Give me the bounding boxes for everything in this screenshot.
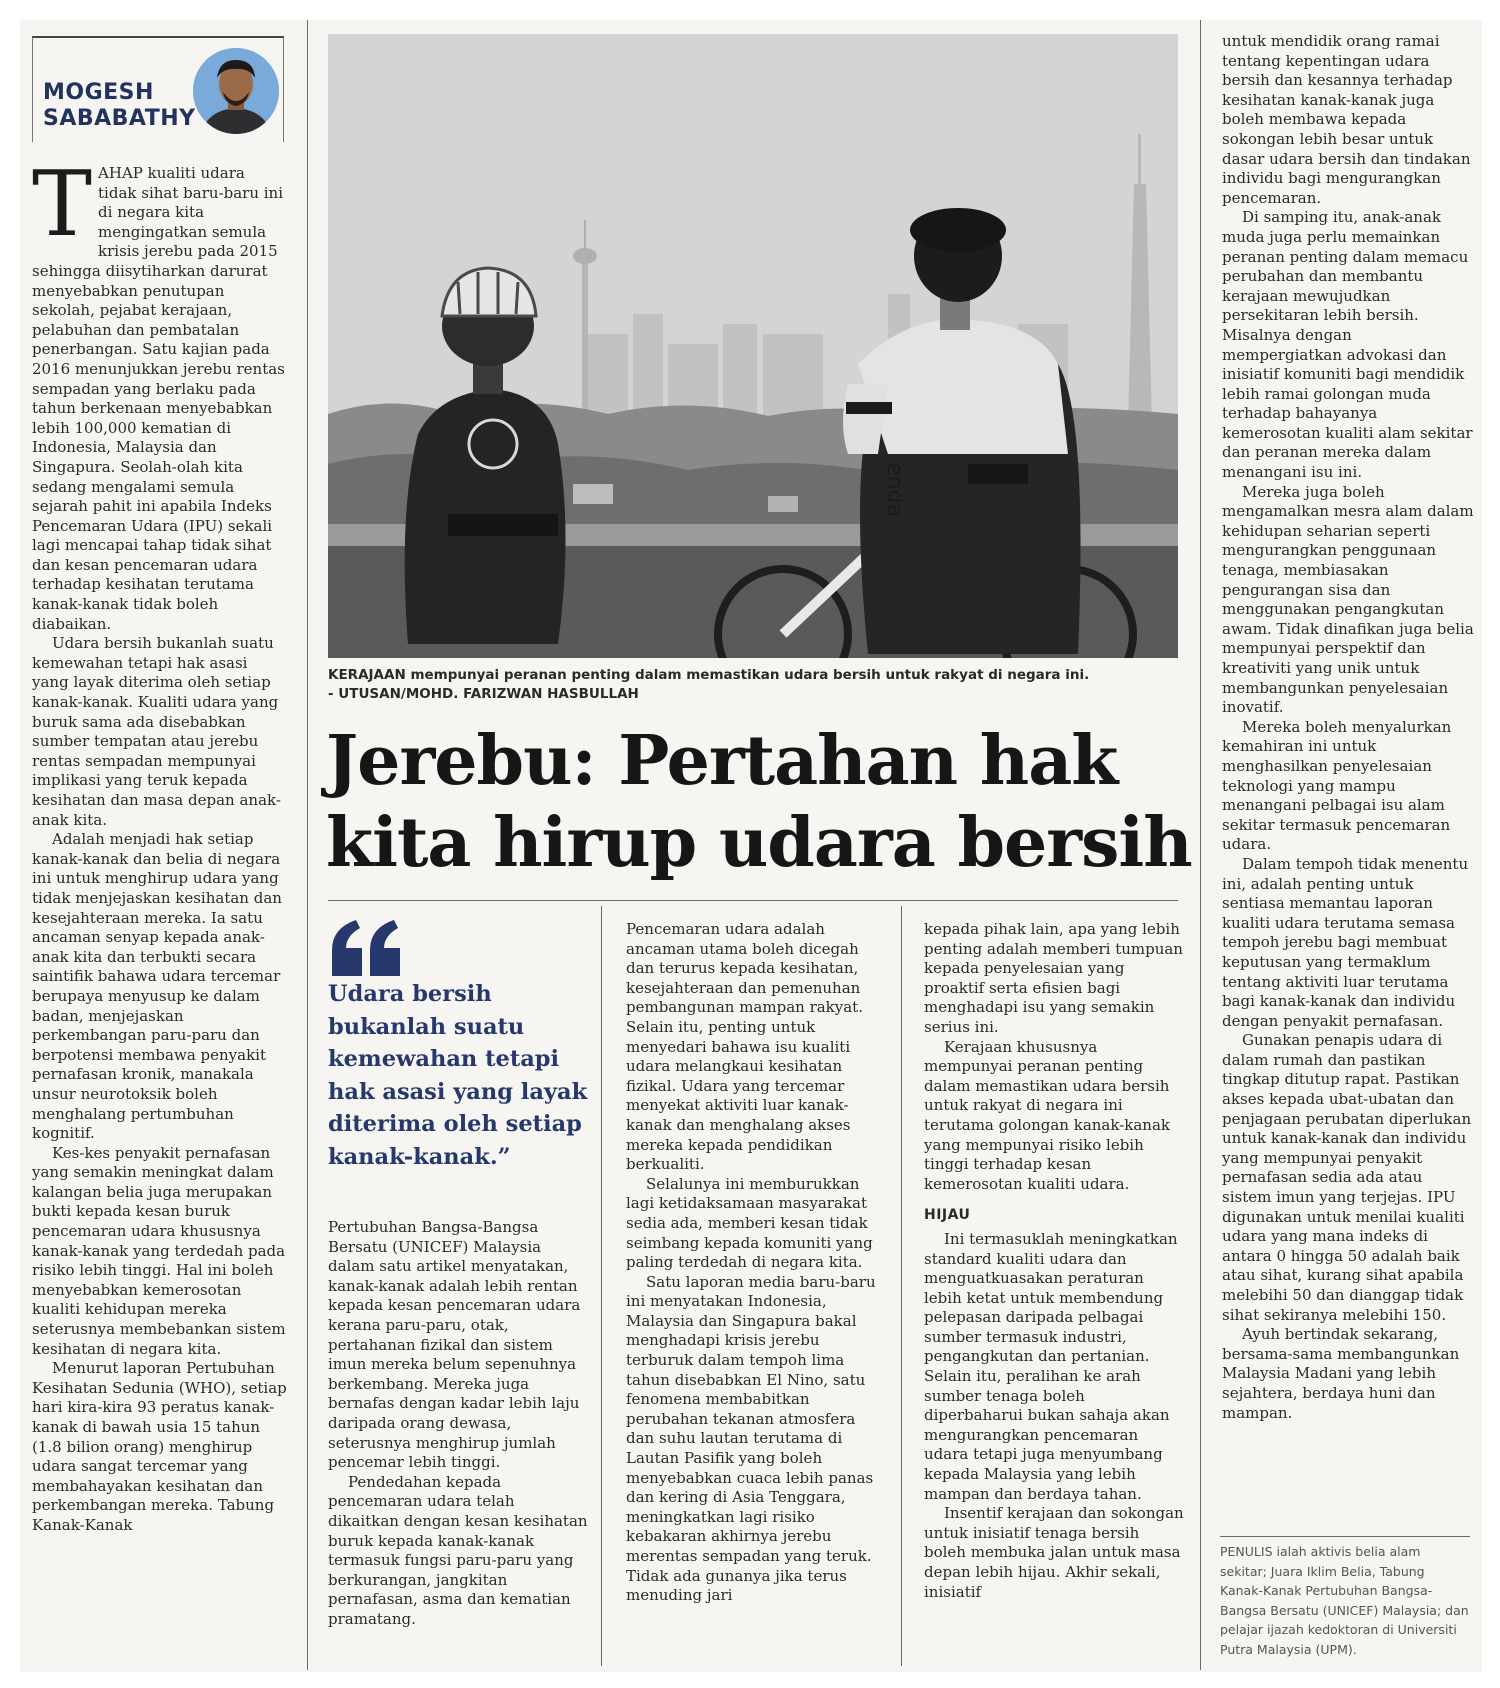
headline-rule [328, 900, 1178, 901]
paragraph: Pendedahan kepada pencemaran udara telah dikaitkan dengan kesan kesihatan buruk kepada kanak-kanak termasuk fungsi paru-paru yang berkurangan, jangkitan pernafasan, asma dan kematian pramatang. [328, 1472, 588, 1628]
author-box [32, 36, 284, 142]
article-column-2 [328, 1218, 588, 1668]
paragraph: Insentif kerajaan dan sokongan untuk inisiatif tenaga bersih boleh membuka jalan untuk masa depan lebih hijau. Akhir sekali, inisiatif [924, 1504, 1184, 1601]
paragraph: kepada pihak lain, apa yang lebih penting adalah memberi tumpuan kepada penyelesaian yang proaktif serta efisien bagi menghadapi isu yang semakin serius ini. [924, 920, 1183, 1036]
bio-rule [1220, 1536, 1470, 1537]
quote-mark-icon [328, 918, 406, 978]
paragraph: Pertubuhan Bangsa-Bangsa Bersatu (UNICEF) Malaysia dalam satu artikel menyatakan, kanak-kanak adalah lebih rentan kepada kesan pencemaran udara kerana paru-paru, otak, pertahanan fizikal dan sistem imun mereka belum sepenuhnya berkembang. Mereka juga bernafas dengan kadar lebih laju daripada orang dewasa, seterusnya menghirup jumlah pencemar lebih tinggi. [328, 1218, 581, 1472]
column-rule-2 [1200, 20, 1201, 1670]
jersey-text: enda [882, 462, 907, 517]
article-column-4 [924, 920, 1186, 1668]
paragraph: Mereka boleh menyalurkan kemahiran ini untuk menghasilkan penyelesaian teknologi yang mampu menangani pelbagai isu alam sekitar termasuk pencemaran udara. [1222, 717, 1452, 854]
paragraph: Adalah menjadi hak setiap kanak-kanak dan belia di negara ini untuk menghirup udara yang tidak menjejaskan kesihatan dan kesejahteraan mereka. Ia satu ancaman senyap kepada anak-anak kita dan terbukti secara saintifik bahawa udara tercemar berupaya menyusup ke dalam badan, menjejaskan perkembangan paru-paru dan berpotensi membawa penyakit pernafasan kronik, manakala unsur neurotoksik boleh menghalang pertumbuhan kognitif. [32, 830, 282, 1143]
paragraph: Ayuh bertindak sekarang, bersama-sama membangunkan Malaysia Madani yang lebih sejahtera, berdaya huni dan mampan. [1222, 1325, 1460, 1422]
paragraph: Di samping itu, anak-anak muda juga perlu memainkan peranan penting dalam memacu perubahan dan membantu kerajaan mewujudkan persekitaran lebih bersih. Misalnya dengan mempergiatkan advokasi dan inisiatif komuniti bagi mendidik lebih ramai golongan muda terhadap bahayanya kemerosotan kualiti alam sekitar dan peranan mereka dalam menangani isu ini. [1222, 208, 1473, 482]
paragraph: Gunakan penapis udara di dalam rumah dan pastikan tingkap ditutup rapat. Pastikan akses kepada ubat-ubatan dan penjagaan perubatan diperlukan untuk kanak-kanak dan individu yang mempunyai penyakit pernafasan sedia ada atau sistem imun yang terjejas. IPU digunakan untuk menilai kualiti udara yang mana indeks di antara 0 hingga 50 adalah baik atau sihat, kurang sihat apabila melebihi 50 dan dianggap tidak sihat sekiranya melebihi 150. [1222, 1031, 1472, 1324]
photo-caption: KERAJAAN mempunyai peranan penting dalam memastikan udara bersih untuk rakyat di negara ini. - UTUSAN/MOHD. FARIZWAN HASBULLAH [328, 667, 1090, 702]
paragraph: Udara bersih bukanlah suatu kemewahan tetapi hak asasi yang layak diterima oleh setiap kanak-kanak. Kualiti udara yang buruk sama ada disebabkan sumber tempatan atau jerebu rentas sempadan mempunyai implikasi yang teruk kepada kesihatan dan masa depan anak-anak kita. [32, 634, 281, 829]
author-name: MOGESH SABABATHY [43, 80, 196, 131]
paragraph: Ini termasuklah meningkatkan standard kualiti udara dan menguatkuasakan peraturan lebih ketat untuk membendung pelepasan daripada pelbagai sumber termasuk industri, pengangkutan dan pertanian. Selain itu, peralihan ke arah sumber tenaga boleh diperbaharui bukan sahaja akan mengurangkan pencemaran udara tetapi juga menyumbang kepada Malaysia yang lebih mampan dan berdaya tahan. [924, 1229, 1178, 1503]
author-bio: PENULIS ialah aktivis belia alam sekitar; Juara Iklim Belia, Tabung Kanak-Kanak Pertubuhan Bangsa-Bangsa Bersatu (UNICEF) Malaysia; dan pelajar ijazah kedoktoran di Universiti Putra Malaysia (UPM). [1220, 1544, 1469, 1657]
paragraph: Selalunya ini memburukkan lagi ketidaksamaan masyarakat sedia ada, memberi kesan tidak seimbang kepada komuniti yang paling terdedah di negara kita. [626, 1174, 873, 1272]
column-rule-1 [307, 20, 308, 1670]
paragraph: TAHAP kualiti udara tidak sihat baru-baru ini di negara kita mengingatkan semula krisis jerebu pada 2015 sehingga diisytiharkan darurat menyebabkan penutupan sekolah, pejabat kerajaan, pelabuhan dan pembatalan penerbangan. Satu kajian pada 2016 menunjukkan jerebu rentas sempadan yang berlaku pada tahun berkenaan menyebabkan lebih 100,000 kematian di Indonesia, Malaysia dan Singapura. Seolah-olah kita sedang mengalami semula sejarah pahit ini apabila Indeks Pencemaran Udara (IPU) sekali lagi mencapai tahap tidak sihat dan kesan pencemaran udara terhadap kesihatan terutama kanak-kanak tidak boleh diabaikan. [32, 164, 285, 633]
paragraph: untuk mendidik orang ramai tentang kepentingan udara bersih dan kesannya terhadap kesihatan kanak-kanak juga boleh membawa kepada sokongan lebih besar untuk dasar udara bersih dan tindakan individu bagi mengurangkan pencemaran. [1222, 32, 1471, 207]
article-column-5 [1222, 32, 1474, 1532]
drop-cap: T [32, 164, 93, 257]
paragraph: Mereka juga boleh mengamalkan mesra alam dalam kehidupan seharian seperti mengurangkan penggunaan tenaga, membiasakan pengurangan sisa dan menggunakan pengangkutan awam. Tidak dinafikan juga belia mempunyai perspektif dan kreativiti yang unik untuk membangunkan penyelesaian inovatif. [1222, 482, 1474, 717]
column-rule-3 [601, 906, 602, 1666]
article-photo [328, 34, 1178, 658]
paragraph: Pencemaran udara adalah ancaman utama boleh dicegah dan terurus kepada kesihatan, kesejahteraan dan pemenuhan pembangunan mampan rakyat. Selain itu, penting untuk menyedari bahawa isu kualiti udara melangkaui kesihatan fizikal. Udara yang tercemar menyekat aktiviti luar kanak-kanak dan menghalang akses mereka kepada pendidikan berkualiti. [626, 920, 863, 1174]
paragraph: Satu laporan media baru-baru ini menyatakan Indonesia, Malaysia dan Singapura bakal menghadapi krisis jerebu terburuk dalam tempoh lima tahun disebabkan El Nino, satu fenomena membabitkan perubahan tekanan atmosfera dan suhu lautan terutama di Lautan Pasifik yang boleh menyebabkan cuaca lebih panas dan kering di Asia Tenggara, meningkatkan lagi risiko kebakaran akhirnya jerebu merentas sempadan yang teruk. Tidak ada gunanya jika terus menuding jari [626, 1272, 876, 1605]
paragraph: Kerajaan khususnya mempunyai peranan penting dalam memastikan udara bersih untuk rakyat di negara ini terutama golongan kanak-kanak yang mempunyai risiko lebih tinggi terhadap kesan kemerosotan kualiti udara. [924, 1037, 1170, 1193]
column-rule-4 [901, 906, 902, 1666]
article-column-1 [32, 164, 287, 1664]
paragraph: Menurut laporan Pertubuhan Kesihatan Sedunia (WHO), setiap hari kira-kira 93 peratus kanak-kanak di bawah usia 15 tahun (1.8 bilion orang) menghirup udara sangat tercemar yang membahayakan kesihatan dan perkembangan mereka. Tabung Kanak-Kanak [32, 1359, 287, 1534]
paragraph: Kes-kes penyakit pernafasan yang semakin meningkat dalam kalangan belia juga merupakan bukti kepada kesan buruk pencemaran udara khususnya kanak-kanak yang terdedah pada risiko lebih tinggi. Hal ini boleh menyebabkan kemerosotan kualiti kehidupan mereka seterusnya membebankan sistem kesihatan di negara kita. [32, 1143, 286, 1358]
paragraph: Dalam tempoh tidak menentu ini, adalah penting untuk sentiasa memantau laporan kualiti udara terutama semasa tempoh jerebu bagi membuat keputusan yang termaklum tentang aktiviti luar terutama bagi kanak-kanak dan individu dengan penyakit pernafasan. [1222, 854, 1469, 1030]
pull-quote: Udara bersih bukanlah suatu kemewahan tetapi hak asasi yang layak diterima oleh setiap kanak-kanak.” [328, 981, 588, 1170]
section-subhead: HIJAU [924, 1207, 971, 1224]
headline: Jerebu: Pertahan hak kita hirup udara bersih [326, 721, 1192, 883]
author-avatar [193, 48, 279, 134]
article-column-3 [626, 920, 888, 1668]
